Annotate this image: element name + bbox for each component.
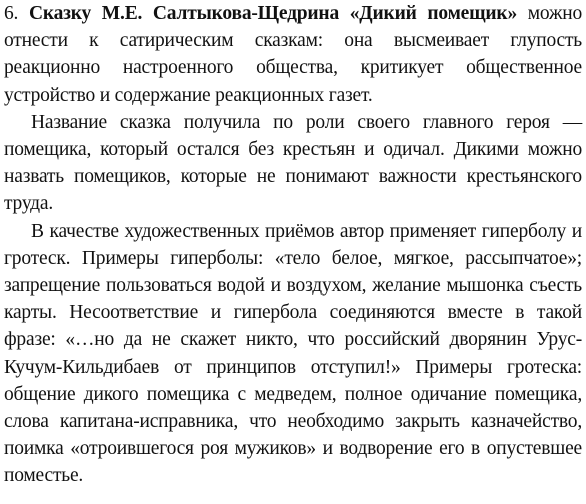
paragraph-1 [4,0,582,109]
paragraph-3-text: В качестве художественных приёмов автор применяет гиперболу и гротеск. Примеры гиперболы: «тело белое, мягкое, рассыпчатое»; запрещение пользоваться водой и воздухом, желание мышонка съесть карты. Несоответствие и гипербола соединяются вместе в такой фразе: «…но да не скажет никто, что российский дворянин Урус-Кучум-Кильдибаев от принципов отступил!» Примеры гротеска: общение дикого помещика с медведем, полное одичание помещика, слова капитана-исправника, что необходимо закрыть казначейство, поимка «отроившегося роя мужиков» и водворение его в опустевшее поместье. [4,220,582,487]
paragraph-2-text: Название сказка получила по роли своего главного героя — помещика, который остался без крестьян и одичал. Дикими можно назвать помещиков, которые не понимают важности крестьянского труда. [4,111,582,215]
document-page [4,0,582,490]
paragraph-2 [4,109,582,218]
section-heading: Сказку М.Е. Салтыкова-Щедрина «Дикий помещик» [28,3,517,24]
paragraph-3 [4,218,582,490]
paragraph-1-text: можно отнести к сатирическим сказкам: она высмеивает глупость реакционно настроенного общества, критикует общественное устройство и содержание реакционных газет. [4,3,582,106]
section-number: 6. [4,3,19,24]
